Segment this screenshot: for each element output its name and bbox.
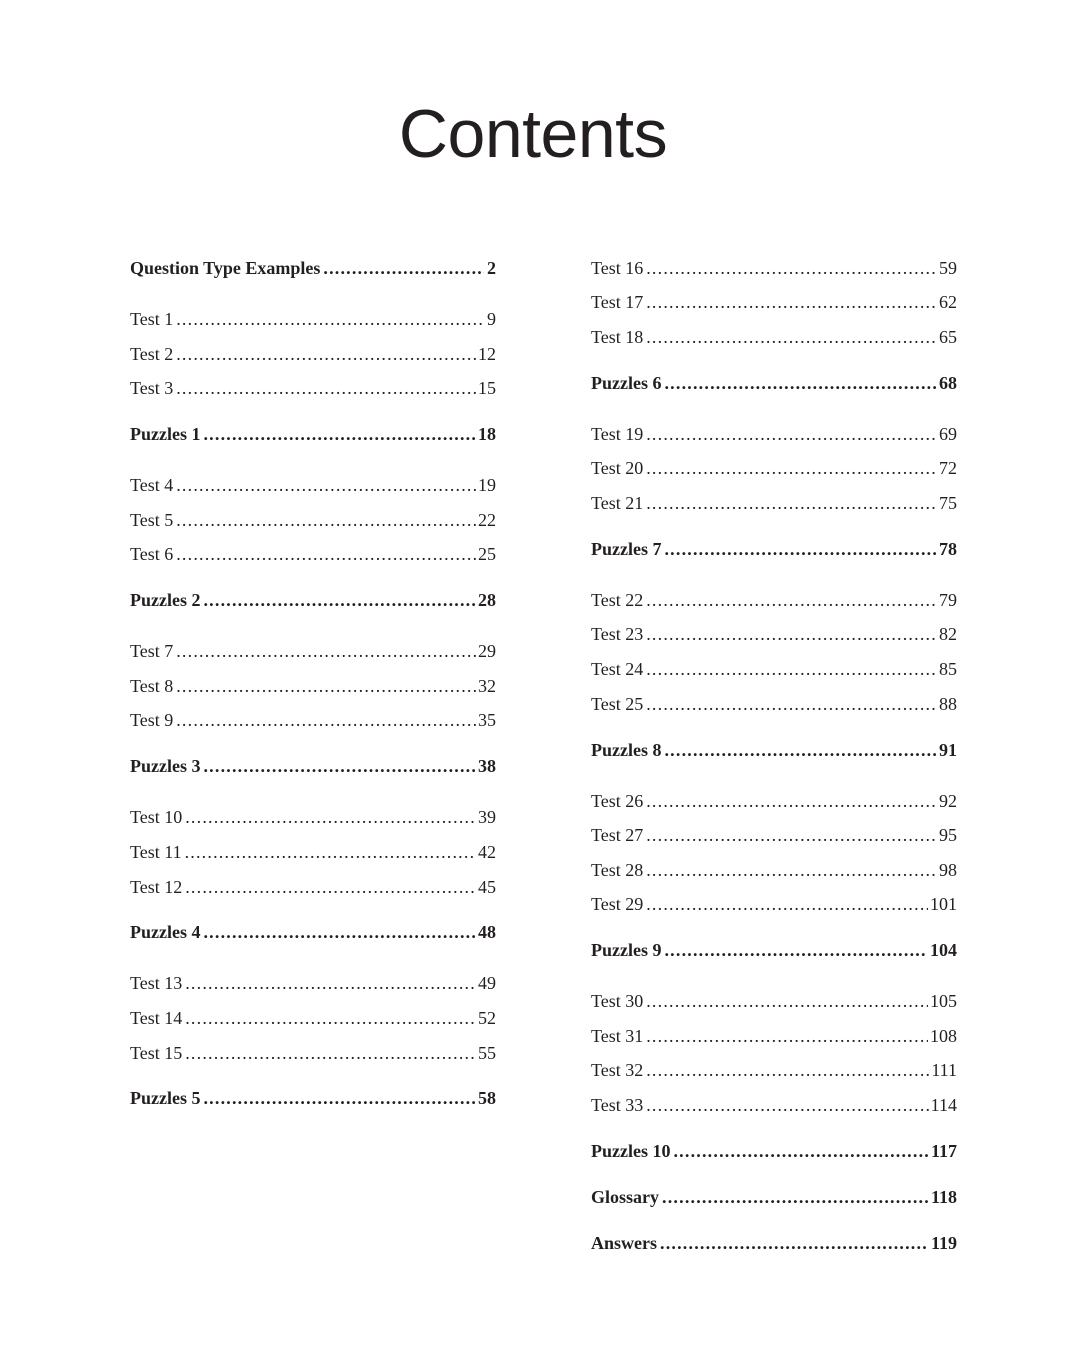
toc-entry-label: Test 6 (130, 544, 174, 564)
toc-entry-label: Test 11 (130, 842, 182, 862)
dot-leader (660, 1232, 928, 1254)
toc-entry-label: Test 19 (591, 424, 644, 444)
toc-entry-page-number: 59 (939, 258, 957, 278)
toc-entry-page-number: 75 (939, 493, 957, 513)
dot-leader (664, 939, 927, 961)
toc-entry[interactable] (591, 1059, 957, 1081)
toc-entry[interactable] (591, 693, 957, 715)
toc-entry-label: Test 8 (130, 676, 174, 696)
dot-leader (646, 1094, 928, 1116)
dot-leader (185, 972, 476, 994)
toc-entry-label: Test 30 (591, 991, 644, 1011)
dot-leader (176, 474, 476, 496)
toc-entry-page-number: 114 (930, 1095, 957, 1115)
toc-entry-page-number: 32 (478, 676, 496, 696)
dot-leader (176, 343, 476, 365)
toc-entry-label: Test 5 (130, 510, 174, 530)
toc-entry-label: Glossary (591, 1187, 660, 1207)
dot-leader (664, 538, 936, 560)
toc-entry-label: Puzzles 6 (591, 373, 662, 393)
toc-entry-label: Puzzles 8 (591, 740, 662, 760)
toc-section-entry[interactable] (130, 1087, 496, 1109)
toc-entry-label: Test 14 (130, 1008, 183, 1028)
toc-entry[interactable] (591, 824, 957, 846)
toc-entry[interactable] (130, 509, 496, 531)
toc-entry[interactable] (591, 790, 957, 812)
toc-entry-label: Test 26 (591, 791, 644, 811)
dot-leader (203, 755, 475, 777)
dot-leader (646, 291, 937, 313)
toc-entry-label: Test 22 (591, 590, 644, 610)
toc-entry-label: Test 24 (591, 659, 644, 679)
dot-leader (646, 457, 937, 479)
toc-entry-page-number: 104 (930, 940, 957, 960)
toc-entry-label: Test 17 (591, 292, 644, 312)
dot-leader (646, 623, 937, 645)
toc-entry-page-number: 9 (487, 309, 496, 329)
toc-entry-page-number: 92 (939, 791, 957, 811)
toc-entry[interactable] (130, 806, 496, 828)
dot-leader (673, 1140, 928, 1162)
toc-entry-page-number: 39 (478, 807, 496, 827)
toc-entry[interactable] (591, 457, 957, 479)
dot-leader (176, 509, 476, 531)
toc-entry[interactable] (130, 1007, 496, 1029)
dot-leader (185, 841, 476, 863)
toc-entry-page-number: 117 (930, 1141, 957, 1161)
toc-entry[interactable] (130, 377, 496, 399)
dot-leader (176, 543, 476, 565)
toc-section-entry[interactable] (591, 1232, 957, 1254)
toc-entry[interactable] (130, 841, 496, 863)
dot-leader (646, 893, 928, 915)
toc-entry[interactable] (591, 658, 957, 680)
toc-entry-page-number: 55 (478, 1043, 496, 1063)
toc-entry-page-number: 111 (931, 1060, 957, 1080)
dot-leader (646, 693, 937, 715)
dot-leader (646, 824, 937, 846)
dot-leader (176, 308, 485, 330)
toc-entry-label: Test 12 (130, 877, 183, 897)
toc-entry-page-number: 91 (939, 740, 957, 760)
toc-entry-label: Question Type Examples (130, 258, 321, 278)
dot-leader (664, 739, 936, 761)
toc-entry-label: Puzzles 9 (591, 940, 662, 960)
toc-entry[interactable] (130, 343, 496, 365)
toc-entry[interactable] (591, 291, 957, 313)
dot-leader (646, 589, 937, 611)
toc-entry[interactable] (591, 990, 957, 1012)
page-title: Contents (398, 96, 668, 172)
toc-entry-page-number: 118 (930, 1187, 957, 1207)
toc-entry[interactable] (130, 1042, 496, 1064)
toc-entry[interactable] (130, 640, 496, 662)
dot-leader (176, 640, 476, 662)
toc-entry-label: Test 3 (130, 378, 174, 398)
toc-entry-page-number: 105 (930, 991, 957, 1011)
toc-entry-label: Puzzles 7 (591, 539, 662, 559)
toc-entry-label: Puzzles 4 (130, 922, 201, 942)
toc-entry-label: Test 9 (130, 710, 174, 730)
toc-entry-label: Puzzles 2 (130, 590, 201, 610)
toc-section-entry[interactable] (130, 257, 496, 279)
toc-entry[interactable] (591, 859, 957, 881)
toc-section-entry[interactable] (591, 739, 957, 761)
dot-leader (646, 1025, 928, 1047)
toc-entry-page-number: 42 (478, 842, 496, 862)
toc-entry[interactable] (130, 474, 496, 496)
dot-leader (646, 423, 937, 445)
dot-leader (185, 876, 476, 898)
toc-entry[interactable] (130, 972, 496, 994)
dot-leader (176, 377, 476, 399)
dot-leader (646, 492, 937, 514)
toc-entry-page-number: 62 (939, 292, 957, 312)
toc-entry-page-number: 95 (939, 825, 957, 845)
dot-leader (662, 1186, 928, 1208)
toc-entry-label: Test 20 (591, 458, 644, 478)
toc-section-entry[interactable] (130, 589, 496, 611)
toc-entry-label: Answers (591, 1233, 657, 1253)
toc-section-entry[interactable] (591, 1140, 957, 1162)
toc-entry[interactable] (591, 623, 957, 645)
toc-entry-label: Test 7 (130, 641, 174, 661)
dot-leader (646, 859, 937, 881)
toc-entry[interactable] (591, 326, 957, 348)
toc-entry[interactable] (591, 1025, 957, 1047)
toc-entry-label: Test 21 (591, 493, 644, 513)
toc-entry-label: Test 29 (591, 894, 644, 914)
toc-entry[interactable] (591, 257, 957, 279)
toc-entry-label: Test 13 (130, 973, 183, 993)
toc-entry-label: Test 1 (130, 309, 174, 329)
toc-entry-label: Test 31 (591, 1026, 644, 1046)
toc-entry-label: Test 4 (130, 475, 174, 495)
dot-leader (646, 1059, 929, 1081)
toc-entry-page-number: 78 (939, 539, 957, 559)
toc-section-entry[interactable] (130, 423, 496, 445)
dot-leader (176, 675, 476, 697)
toc-entry-page-number: 98 (939, 860, 957, 880)
dot-leader (185, 1042, 476, 1064)
dot-leader (203, 423, 475, 445)
toc-entry-label: Test 32 (591, 1060, 644, 1080)
dot-leader (203, 921, 475, 943)
toc-entry-page-number: 58 (478, 1088, 496, 1108)
toc-entry-label: Test 10 (130, 807, 183, 827)
dot-leader (664, 372, 936, 394)
dot-leader (176, 709, 476, 731)
toc-section-entry[interactable] (591, 538, 957, 560)
toc-entry-page-number: 68 (939, 373, 957, 393)
dot-leader (203, 1087, 475, 1109)
toc-entry-page-number: 25 (478, 544, 496, 564)
toc-entry[interactable] (130, 308, 496, 330)
toc-section-entry[interactable] (591, 939, 957, 961)
toc-section-entry[interactable] (130, 755, 496, 777)
toc-entry-label: Test 15 (130, 1043, 183, 1063)
toc-entry-page-number: 12 (478, 344, 496, 364)
toc-entry-label: Puzzles 5 (130, 1088, 201, 1108)
dot-leader (646, 326, 937, 348)
toc-entry[interactable] (130, 709, 496, 731)
toc-entry-page-number: 48 (478, 922, 496, 942)
toc-entry-page-number: 29 (478, 641, 496, 661)
toc-entry-page-number: 88 (939, 694, 957, 714)
toc-entry-label: Puzzles 1 (130, 424, 201, 444)
toc-entry-page-number: 52 (478, 1008, 496, 1028)
toc-entry-page-number: 72 (939, 458, 957, 478)
toc-entry-label: Test 16 (591, 258, 644, 278)
dot-leader (185, 1007, 476, 1029)
toc-entry-label: Test 27 (591, 825, 644, 845)
toc-entry[interactable] (130, 543, 496, 565)
toc-entry-page-number: 119 (930, 1233, 957, 1253)
toc-entry[interactable] (591, 1094, 957, 1116)
toc-entry-page-number: 28 (478, 590, 496, 610)
toc-entry-page-number: 35 (478, 710, 496, 730)
toc-entry-label: Test 33 (591, 1095, 644, 1115)
toc-entry[interactable] (591, 893, 957, 915)
toc-entry[interactable] (591, 589, 957, 611)
toc-entry-page-number: 79 (939, 590, 957, 610)
toc-entry-page-number: 85 (939, 659, 957, 679)
toc-entry-label: Puzzles 3 (130, 756, 201, 776)
toc-entry[interactable] (591, 492, 957, 514)
toc-entry-page-number: 108 (930, 1026, 957, 1046)
toc-entry-page-number: 45 (478, 877, 496, 897)
dot-leader (646, 790, 937, 812)
toc-section-entry[interactable] (591, 1186, 957, 1208)
toc-entry-label: Test 25 (591, 694, 644, 714)
toc-section-entry[interactable] (130, 921, 496, 943)
dot-leader (646, 257, 937, 279)
toc-entry[interactable] (130, 675, 496, 697)
toc-section-entry[interactable] (591, 372, 957, 394)
toc-entry-page-number: 22 (478, 510, 496, 530)
dot-leader (646, 990, 928, 1012)
dot-leader (185, 806, 476, 828)
toc-entry-page-number: 82 (939, 624, 957, 644)
toc-entry-label: Puzzles 10 (591, 1141, 671, 1161)
toc-entry-page-number: 2 (487, 258, 496, 278)
toc-entry-page-number: 49 (478, 973, 496, 993)
toc-entry-label: Test 28 (591, 860, 644, 880)
toc-entry-page-number: 19 (478, 475, 496, 495)
toc-entry-page-number: 15 (478, 378, 496, 398)
dot-leader (646, 658, 937, 680)
toc-entry-label: Test 2 (130, 344, 174, 364)
toc-entry-label: Test 18 (591, 327, 644, 347)
dot-leader (203, 589, 475, 611)
toc-entry-page-number: 18 (478, 424, 496, 444)
toc-entry-label: Test 23 (591, 624, 644, 644)
toc-entry-page-number: 65 (939, 327, 957, 347)
toc-entry[interactable] (130, 876, 496, 898)
dot-leader (323, 257, 484, 279)
toc-entry-page-number: 69 (939, 424, 957, 444)
toc-entry[interactable] (591, 423, 957, 445)
toc-entry-page-number: 38 (478, 756, 496, 776)
toc-entry-page-number: 101 (930, 894, 957, 914)
